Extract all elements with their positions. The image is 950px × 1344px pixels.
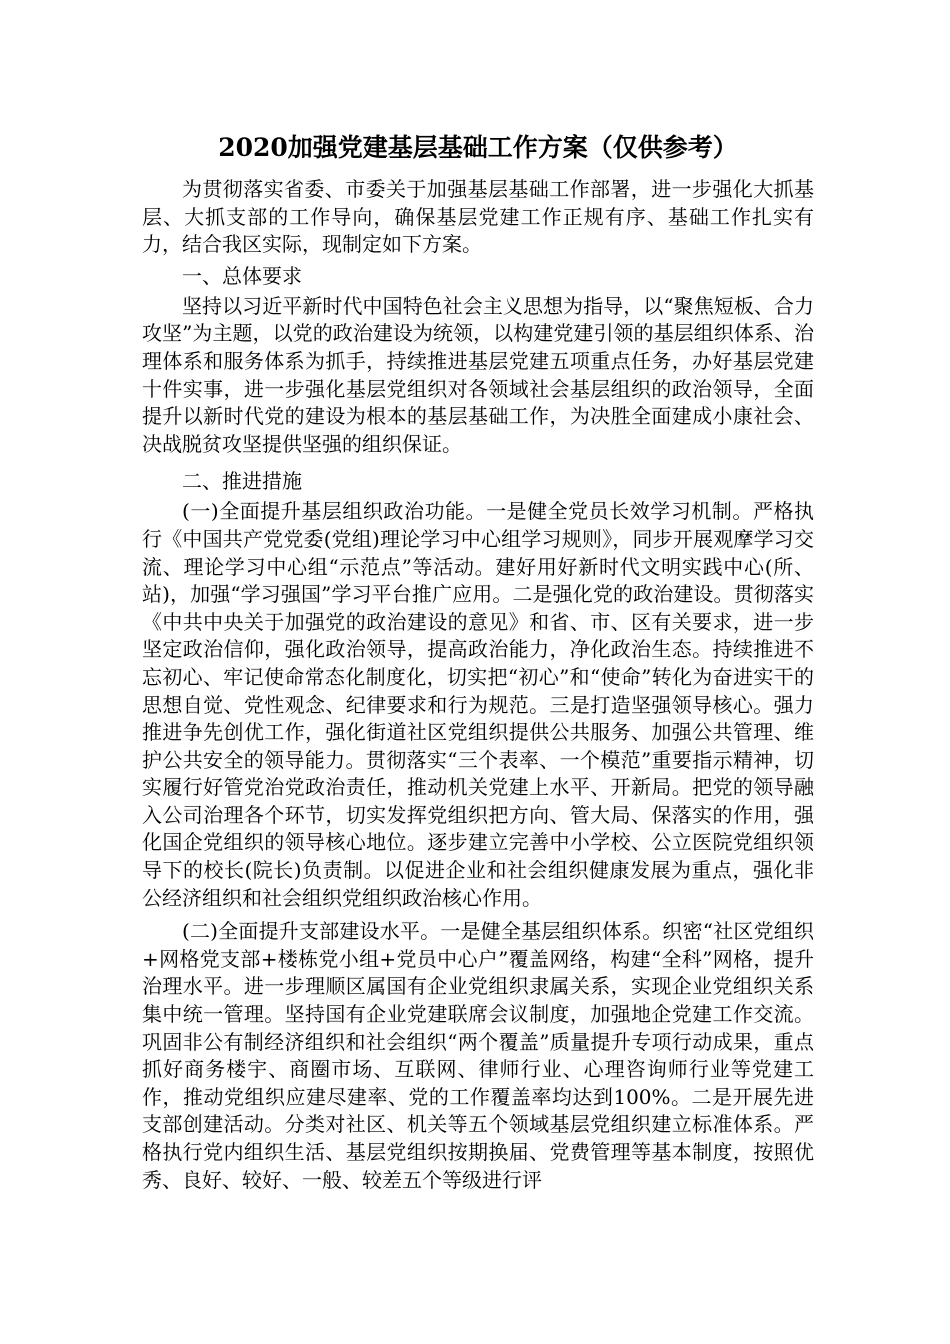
general-requirements-paragraph: 坚持以习近平新时代中国特色社会主义思想为指导，以“聚焦短板、合力攻坚”为主题，以党的政治建设为统领，以构建党建引领的基层组织体系、治理体系和服务体系为抓手，持续推进基层党建五项重点任务，办好基层党建十件实事，进一步强化基层党组织对各领域社会基层组织的政治领导，全面提升以新时代党的建设为根本的基层基础工作，为决胜全面建成小康社会、决战脱贫攻坚提供坚强的组织保证。	[142, 293, 814, 456]
document-title: 2020加强党建基层基础工作方案（仅供参考）	[218, 133, 738, 162]
section-heading-measures: 二、推进措施	[182, 469, 302, 494]
measures-item-2-paragraph: (二)全面提升支部建设水平。一是健全基层组织体系。织密“社区党组织+网格党支部+楼栋党小组+党员中心户”覆盖网络，构建“全科”网格，提升治理水平。进一步理顺区属国有企业党组织隶属关系，实现企业党组织关系集中统一管理。坚持国有企业党建联席会议制度，加强地企党建工作交流。巩固非公有制经济组织和社会组织“两个覆盖”质量提升专项行动成果，重点抓好商务楼宇、商圈市场、互联网、律师行业、心理咨询师行业等党建工作，推动党组织应建尽建率、党的工作覆盖率均达到100%。二是开展先进支部创建活动。分类对社区、机关等五个领域基层党组织建立标准体系。严格执行党内组织生活、基层党组织按期换届、党费管理等基本制度，按照优秀、良好、较好、一般、较差五个等级进行评	[142, 919, 814, 1192]
measures-item-1-paragraph: (一)全面提升基层组织政治功能。一是健全党员长效学习机制。严格执行《中国共产党党委(党组)理论学习中心组学习规则》，同步开展观摩学习交流、理论学习中心组“示范点”等活动。建好用好新时代文明实践中心(所、站)，加强“学习强国”学习平台推广应用。二是强化党的政治建设。贯彻落实《中共中央关于加强党的政治建设的意见》和省、市、区有关要求，进一步坚定政治信仰，强化政治领导，提高政治能力，净化政治生态。持续推进不忘初心、牢记使命常态化制度化，切实把“初心”和“使命”转化为奋进实干的思想自觉、党性观念、纪律要求和行为规范。三是打造坚强领导核心。强力推进争先创优工作，强化街道社区党组织提供公共服务、加强公共管理、维护公共安全的领导能力。贯彻落实“三个表率、一个模范”重要指示精神，切实履行好管党治党政治责任，推动机关党建上水平、开新局。把党的领导融入公司治理各个环节，切实发挥党组织把方向、管大局、保落实的作用，强化国企党组织的领导核心地位。逐步建立完善中小学校、公立医院党组织领导下的校长(院长)负责制。以促进企业和社会组织健康发展为重点，强化非公经济组织和社会组织党组织政治核心作用。	[142, 499, 814, 910]
section-heading-general-requirements: 一、总体要求	[182, 263, 302, 288]
document-page	[142, 126, 814, 1194]
intro-paragraph: 为贯彻落实省委、市委关于加强基层基础工作部署，进一步强化大抓基层、大抓支部的工作导向，确保基层党建工作正规有序、基础工作扎实有力，结合我区实际，现制定如下方案。	[142, 177, 814, 257]
